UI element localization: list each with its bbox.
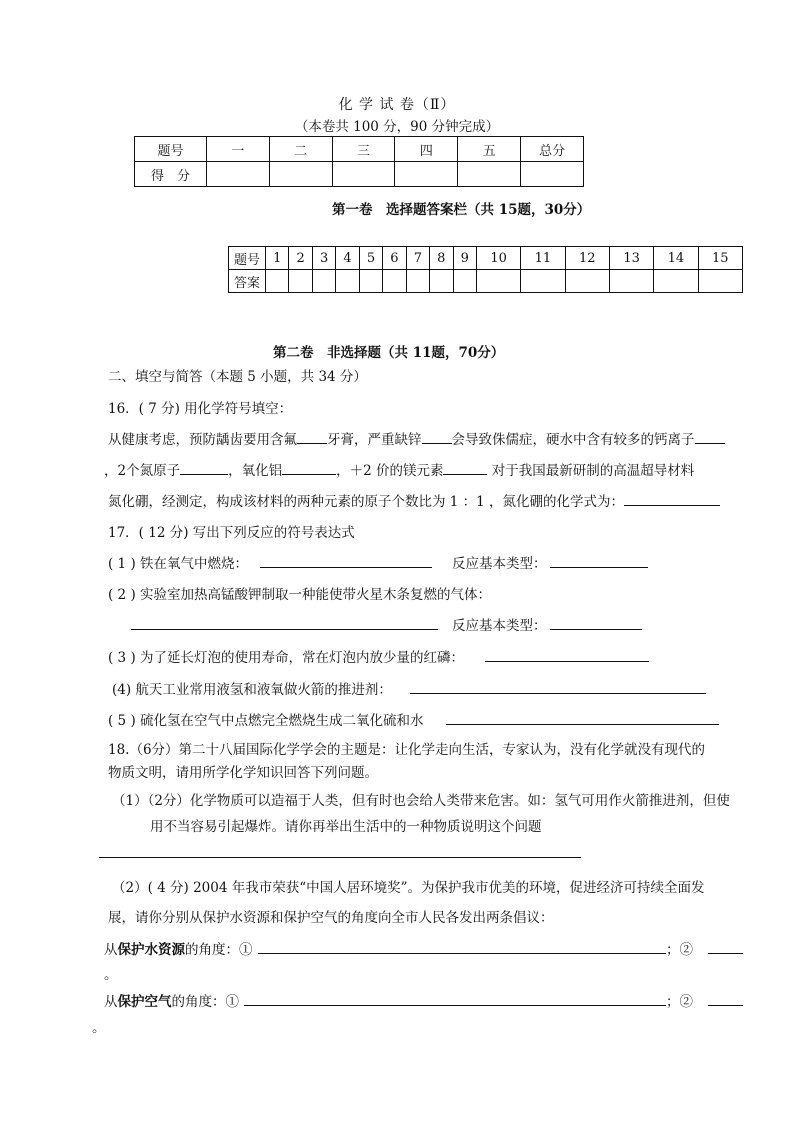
part2-title: 第二卷 非选择题（共 11题，70分） xyxy=(273,345,505,361)
air-prompt-text: 从 xyxy=(104,994,118,1010)
answer-cell[interactable] xyxy=(565,270,609,293)
water-prompt-text: 从 xyxy=(104,942,118,958)
question-number: 7 xyxy=(406,247,429,270)
score-header-cell: 四 xyxy=(395,137,458,162)
question-number: 2 xyxy=(289,247,312,270)
air-prompt-text: 的角度：① xyxy=(171,994,239,1010)
question-number: 15 xyxy=(698,247,742,270)
air-prompt xyxy=(104,990,239,1010)
q18-sub1-line2: 用不当容易引起爆炸。请你再举出生活中的一种物质说明这个问题 xyxy=(150,819,542,835)
answer-cell[interactable] xyxy=(654,270,698,293)
answer-cell[interactable] xyxy=(289,270,312,293)
question-number: 3 xyxy=(312,247,335,270)
q17-item5: ( 5 ) 硫化氢在空气中点燃完全燃烧生成二氧化硫和水 xyxy=(108,713,424,729)
answer-cell[interactable] xyxy=(312,270,335,293)
question-number: 9 xyxy=(453,247,476,270)
question-number: 1 xyxy=(266,247,289,270)
water-circle2: ；② xyxy=(666,942,693,958)
q17-item4: (4) 航天工业常用液氢和液氧做火箭的推进剂： xyxy=(112,682,392,698)
q17-text: ( 1 ) 铁在氧气中燃烧： xyxy=(108,556,248,572)
q17-4-answer-line[interactable] xyxy=(410,693,706,694)
score-header-cell: 一 xyxy=(206,137,269,162)
answer-cell[interactable] xyxy=(266,270,289,293)
exam-title: 化 学 试 卷（Ⅱ） xyxy=(338,97,456,113)
exam-subtitle: （本卷共 100 分，90 分钟完成） xyxy=(294,119,500,135)
answer-row2-label: 答案 xyxy=(229,270,266,293)
question-number: 10 xyxy=(476,247,520,270)
water-period: 。 xyxy=(104,967,118,983)
q17-2-type-line[interactable] xyxy=(550,629,642,630)
score-input-cell[interactable] xyxy=(269,162,332,187)
q16-text: 氮化硼，经测定，构成该材料的两种元素的原子个数比为 1 ：1 ，氮化硼的化学式为： xyxy=(108,494,625,510)
q17-1-type-line[interactable] xyxy=(550,567,648,568)
q16-blank-boron-nitride[interactable] xyxy=(624,504,720,506)
q17-3-answer-line[interactable] xyxy=(485,661,649,662)
section2-title: 二、填空与简答（本题 5 小题，共 34 分） xyxy=(108,369,367,385)
q16-text: 会导致侏儒症，硬水中含有较多的钙离子 xyxy=(451,432,695,448)
q17-1-type-label: 反应基本类型： xyxy=(452,556,547,572)
answer-cell[interactable] xyxy=(336,270,359,293)
score-header-cell: 三 xyxy=(332,137,395,162)
q16-text: ，＋2 价的镁元素 xyxy=(336,463,444,479)
answer-cell[interactable] xyxy=(476,270,520,293)
question-number: 11 xyxy=(521,247,565,270)
q17-title: 17．( 12 分) 写出下列反应的符号表达式 xyxy=(108,525,355,541)
question-number: 6 xyxy=(383,247,406,270)
q18-sub1-answer-line[interactable] xyxy=(99,857,581,858)
q17-item3: ( 3 ) 为了延长灯泡的使用寿命，常在灯泡内放少量的红磷： xyxy=(108,650,464,666)
answer-table xyxy=(228,246,743,293)
q17-2-answer-line[interactable] xyxy=(131,629,438,630)
water-keyword: 保护水资源 xyxy=(117,942,185,958)
score-input-cell[interactable] xyxy=(521,162,584,187)
answer-cell[interactable] xyxy=(521,270,565,293)
q16-line3 xyxy=(108,490,720,510)
q16-text: 从健康考虑，预防龋齿要用含氟 xyxy=(108,432,297,448)
score-input-cell[interactable] xyxy=(458,162,521,187)
water-answer-2-line[interactable] xyxy=(708,953,743,954)
q17-5-answer-line[interactable] xyxy=(446,724,719,725)
air-answer-2-line[interactable] xyxy=(708,1005,743,1006)
q17-item2: ( 2 ) 实验室加热高锰酸钾制取一种能使带火星木条复燃的气体： xyxy=(108,587,491,603)
q16-text: 牙膏，严重缺锌 xyxy=(327,432,422,448)
q18-sub2-line2: 展，请你分别从保护水资源和保护空气的角度向全市人民各发出两条倡议： xyxy=(108,910,554,926)
part1-title: 第一卷 选择题答案栏（共 15题，30分） xyxy=(332,202,591,218)
q16-line1 xyxy=(108,428,725,448)
score-input-cell[interactable] xyxy=(395,162,458,187)
answer-cell[interactable] xyxy=(430,270,453,293)
air-keyword: 保护空气 xyxy=(117,994,172,1010)
score-header-cell: 五 xyxy=(458,137,521,162)
q16-blank-zinc[interactable] xyxy=(422,442,452,444)
q17-2-type-label: 反应基本类型： xyxy=(452,618,547,634)
answer-cell[interactable] xyxy=(453,270,476,293)
question-number: 5 xyxy=(359,247,382,270)
score-table xyxy=(134,136,584,187)
q16-blank-fluoride[interactable] xyxy=(297,442,327,444)
q18-line2: 物质文明，请用所学化学知识回答下列问题。 xyxy=(108,765,378,781)
water-prompt xyxy=(104,938,253,958)
answer-cell[interactable] xyxy=(359,270,382,293)
answer-cell[interactable] xyxy=(383,270,406,293)
score-header-cell: 总分 xyxy=(521,137,584,162)
score-input-cell[interactable] xyxy=(206,162,269,187)
question-number: 13 xyxy=(609,247,653,270)
score-header-cell: 题号 xyxy=(135,137,207,162)
score-row-label: 得 分 xyxy=(135,162,207,187)
q17-1-answer-line[interactable] xyxy=(260,567,432,568)
question-number: 4 xyxy=(336,247,359,270)
water-prompt-text: 的角度：① xyxy=(185,942,253,958)
q16-blank-magnesium[interactable] xyxy=(443,473,487,475)
question-number: 14 xyxy=(654,247,698,270)
q16-blank-alumina[interactable] xyxy=(282,473,336,475)
q16-text: 对于我国最新研制的高温超导材料 xyxy=(491,463,695,479)
q16-blank-nitrogen-atoms[interactable] xyxy=(180,473,228,475)
q16-text: ，氧化铝 xyxy=(228,463,283,479)
air-answer-1-line[interactable] xyxy=(244,1005,666,1006)
q16-line2 xyxy=(104,459,694,479)
q18-sub1-line1: （1）（2分）化学物质可以造福于人类，但有时也会给人类带来危害。如：氢气可用作火箭推进剂，但使 xyxy=(112,793,730,809)
answer-row1-label: 题号 xyxy=(229,247,266,270)
air-circle2: ；② xyxy=(666,994,693,1010)
score-header-cell: 二 xyxy=(269,137,332,162)
q16-blank-calcium-ion[interactable] xyxy=(695,442,725,444)
q18-sub2-line1: （2）( 4 分) 2004 年我市荣获“中国人居环境奖”。为保护我市优美的环境，促进经济可持续全面发 xyxy=(112,880,705,896)
question-number: 8 xyxy=(430,247,453,270)
water-answer-1-line[interactable] xyxy=(258,953,666,954)
answer-cell[interactable] xyxy=(609,270,653,293)
answer-cell[interactable] xyxy=(698,270,742,293)
q16-title: 16．( 7 分) 用化学符号填空： xyxy=(108,401,293,417)
question-number: 12 xyxy=(565,247,609,270)
q18-line1: 18.（6分）第二十八届国际化学学会的主题是：让化学走向生活，专家认为，没有化学就没有现代的 xyxy=(108,742,706,758)
q16-text: ，2个氮原子 xyxy=(104,463,181,479)
air-period: 。 xyxy=(92,1020,106,1036)
q17-item1 xyxy=(108,552,248,572)
answer-cell[interactable] xyxy=(406,270,429,293)
score-input-cell[interactable] xyxy=(332,162,395,187)
